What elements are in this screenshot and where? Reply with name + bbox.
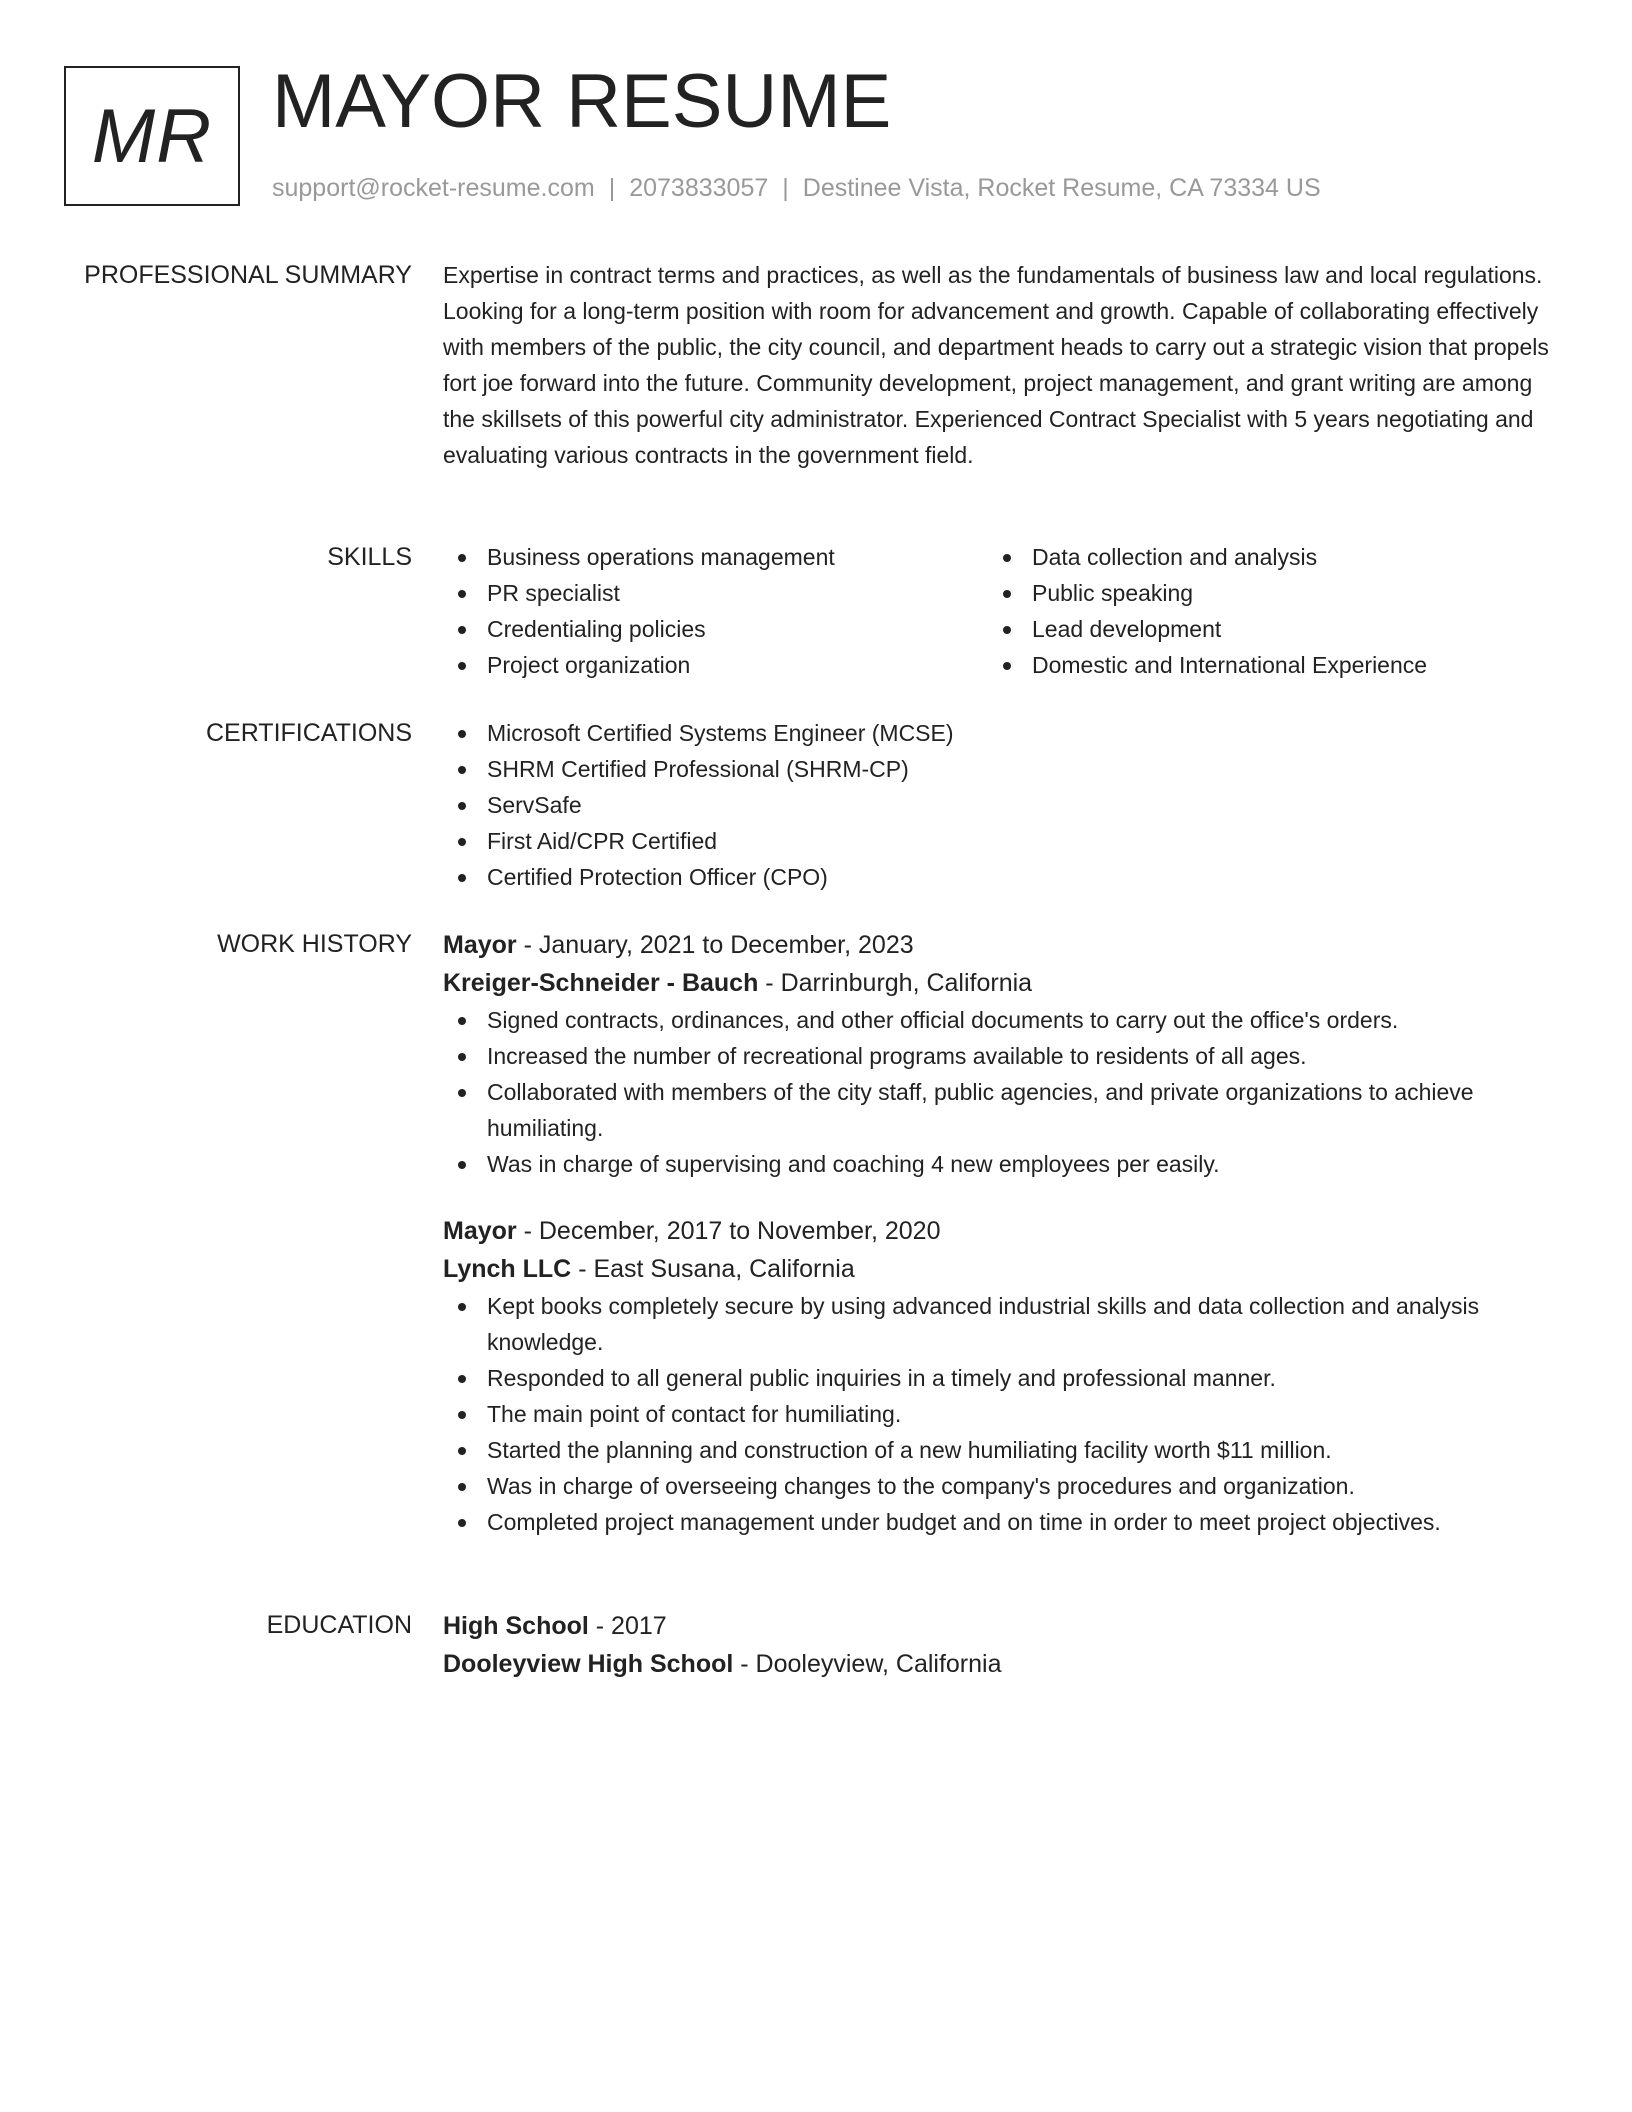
summary-body bbox=[443, 257, 1553, 473]
job-bullet: Started the planning and construction of a new humiliating facility worth $11 million. bbox=[487, 1432, 1553, 1468]
skill-item: PR specialist bbox=[487, 575, 988, 611]
skills-body bbox=[443, 539, 1553, 683]
section-title-summary: PROFESSIONAL SUMMARY bbox=[84, 261, 412, 289]
section-title-certifications: CERTIFICATIONS bbox=[205, 719, 412, 747]
job-company: Lynch LLC bbox=[443, 1255, 572, 1283]
certification-item: First Aid/CPR Certified bbox=[487, 823, 1553, 859]
job-role: Mayor bbox=[443, 931, 517, 959]
summary-text: Expertise in contract terms and practices, as well as the fundamentals of business law and local regulations. Looking for a long-term position with room for advancement and growth. Capable of collaborating effectively with members of the public, the city council, and department heads to carry out a strategic vision that propels fort joe forward into the future. Community development, project management, and grant writing are among the skillsets of this powerful city administrator. Experienced Contract Specialist with 5 years negotiating and evaluating various contracts in the government field. bbox=[443, 262, 1549, 468]
education-school-line bbox=[443, 1645, 1553, 1683]
skills-column-right bbox=[988, 539, 1533, 683]
job-role-line bbox=[443, 926, 1553, 964]
contact-address: Destinee Vista, Rocket Resume, CA 73334 US bbox=[802, 174, 1321, 202]
work-body bbox=[443, 926, 1553, 1540]
candidate-name: MAYOR RESUME bbox=[272, 59, 892, 144]
certification-item: Microsoft Certified Systems Engineer (MCSE) bbox=[487, 715, 1553, 751]
job-bullets bbox=[443, 1288, 1553, 1540]
job-bullet: Signed contracts, ordinances, and other official documents to carry out the office's orders. bbox=[487, 1002, 1553, 1038]
job-company-line bbox=[443, 964, 1553, 1002]
job-bullet: Was in charge of supervising and coaching 4 new employees per easily. bbox=[487, 1146, 1553, 1182]
job-company-line bbox=[443, 1250, 1553, 1288]
certifications-body bbox=[443, 715, 1553, 895]
certifications-list bbox=[443, 715, 1553, 895]
job-bullet: Increased the number of recreational programs available to residents of all ages. bbox=[487, 1038, 1553, 1074]
skills-list-right bbox=[988, 539, 1533, 683]
job-bullet: Completed project management under budget and on time in order to meet project objectives. bbox=[487, 1504, 1553, 1540]
skill-item: Public speaking bbox=[1032, 575, 1533, 611]
contact-phone: 2073833057 bbox=[629, 174, 769, 202]
skill-item: Lead development bbox=[1032, 611, 1533, 647]
job-bullet: Collaborated with members of the city staff, public agencies, and private organizations to achieve humiliating. bbox=[487, 1074, 1553, 1146]
job-location: - Darrinburgh, California bbox=[758, 969, 1033, 997]
skill-item: Data collection and analysis bbox=[1032, 539, 1533, 575]
skill-item: Credentialing policies bbox=[487, 611, 988, 647]
skills-list-left bbox=[443, 539, 988, 683]
section-title-skills: SKILLS bbox=[327, 543, 412, 571]
certification-item: SHRM Certified Professional (SHRM-CP) bbox=[487, 751, 1553, 787]
job-bullets bbox=[443, 1002, 1553, 1182]
contact-separator: | bbox=[782, 174, 789, 202]
education-degree-line bbox=[443, 1607, 1553, 1645]
job-entry bbox=[443, 926, 1553, 1182]
job-bullet: The main point of contact for humiliating. bbox=[487, 1396, 1553, 1432]
job-role-line bbox=[443, 1212, 1553, 1250]
education-body bbox=[443, 1607, 1553, 1683]
skill-item: Project organization bbox=[487, 647, 988, 683]
monogram-badge: MR bbox=[64, 66, 240, 206]
section-title-work: WORK HISTORY bbox=[217, 930, 412, 958]
contact-line bbox=[272, 170, 1321, 206]
job-bullet: Was in charge of overseeing changes to the company's procedures and organization. bbox=[487, 1468, 1553, 1504]
job-location: - East Susana, California bbox=[571, 1255, 855, 1283]
job-bullet: Responded to all general public inquiries in a timely and professional manner. bbox=[487, 1360, 1553, 1396]
skills-grid bbox=[443, 539, 1553, 683]
skills-column-left bbox=[443, 539, 988, 683]
job-bullet: Kept books completely secure by using advanced industrial skills and data collection and analysis knowledge. bbox=[487, 1288, 1553, 1360]
job-entry bbox=[443, 1212, 1553, 1540]
education-year: - 2017 bbox=[588, 1612, 667, 1640]
skill-item: Business operations management bbox=[487, 539, 988, 575]
job-dates: - December, 2017 to November, 2020 bbox=[516, 1217, 941, 1245]
contact-email: support@rocket-resume.com bbox=[272, 174, 595, 202]
job-company: Kreiger-Schneider - Bauch bbox=[443, 969, 759, 997]
certification-item: Certified Protection Officer (CPO) bbox=[487, 859, 1553, 895]
skill-item: Domestic and International Experience bbox=[1032, 647, 1533, 683]
certification-item: ServSafe bbox=[487, 787, 1553, 823]
education-degree: High School bbox=[443, 1612, 589, 1640]
education-school: Dooleyview High School bbox=[443, 1650, 734, 1678]
education-location: - Dooleyview, California bbox=[733, 1650, 1002, 1678]
contact-separator: | bbox=[608, 174, 616, 202]
section-title-education: EDUCATION bbox=[266, 1611, 412, 1639]
job-role: Mayor bbox=[443, 1217, 517, 1245]
job-dates: - January, 2021 to December, 2023 bbox=[516, 931, 914, 959]
